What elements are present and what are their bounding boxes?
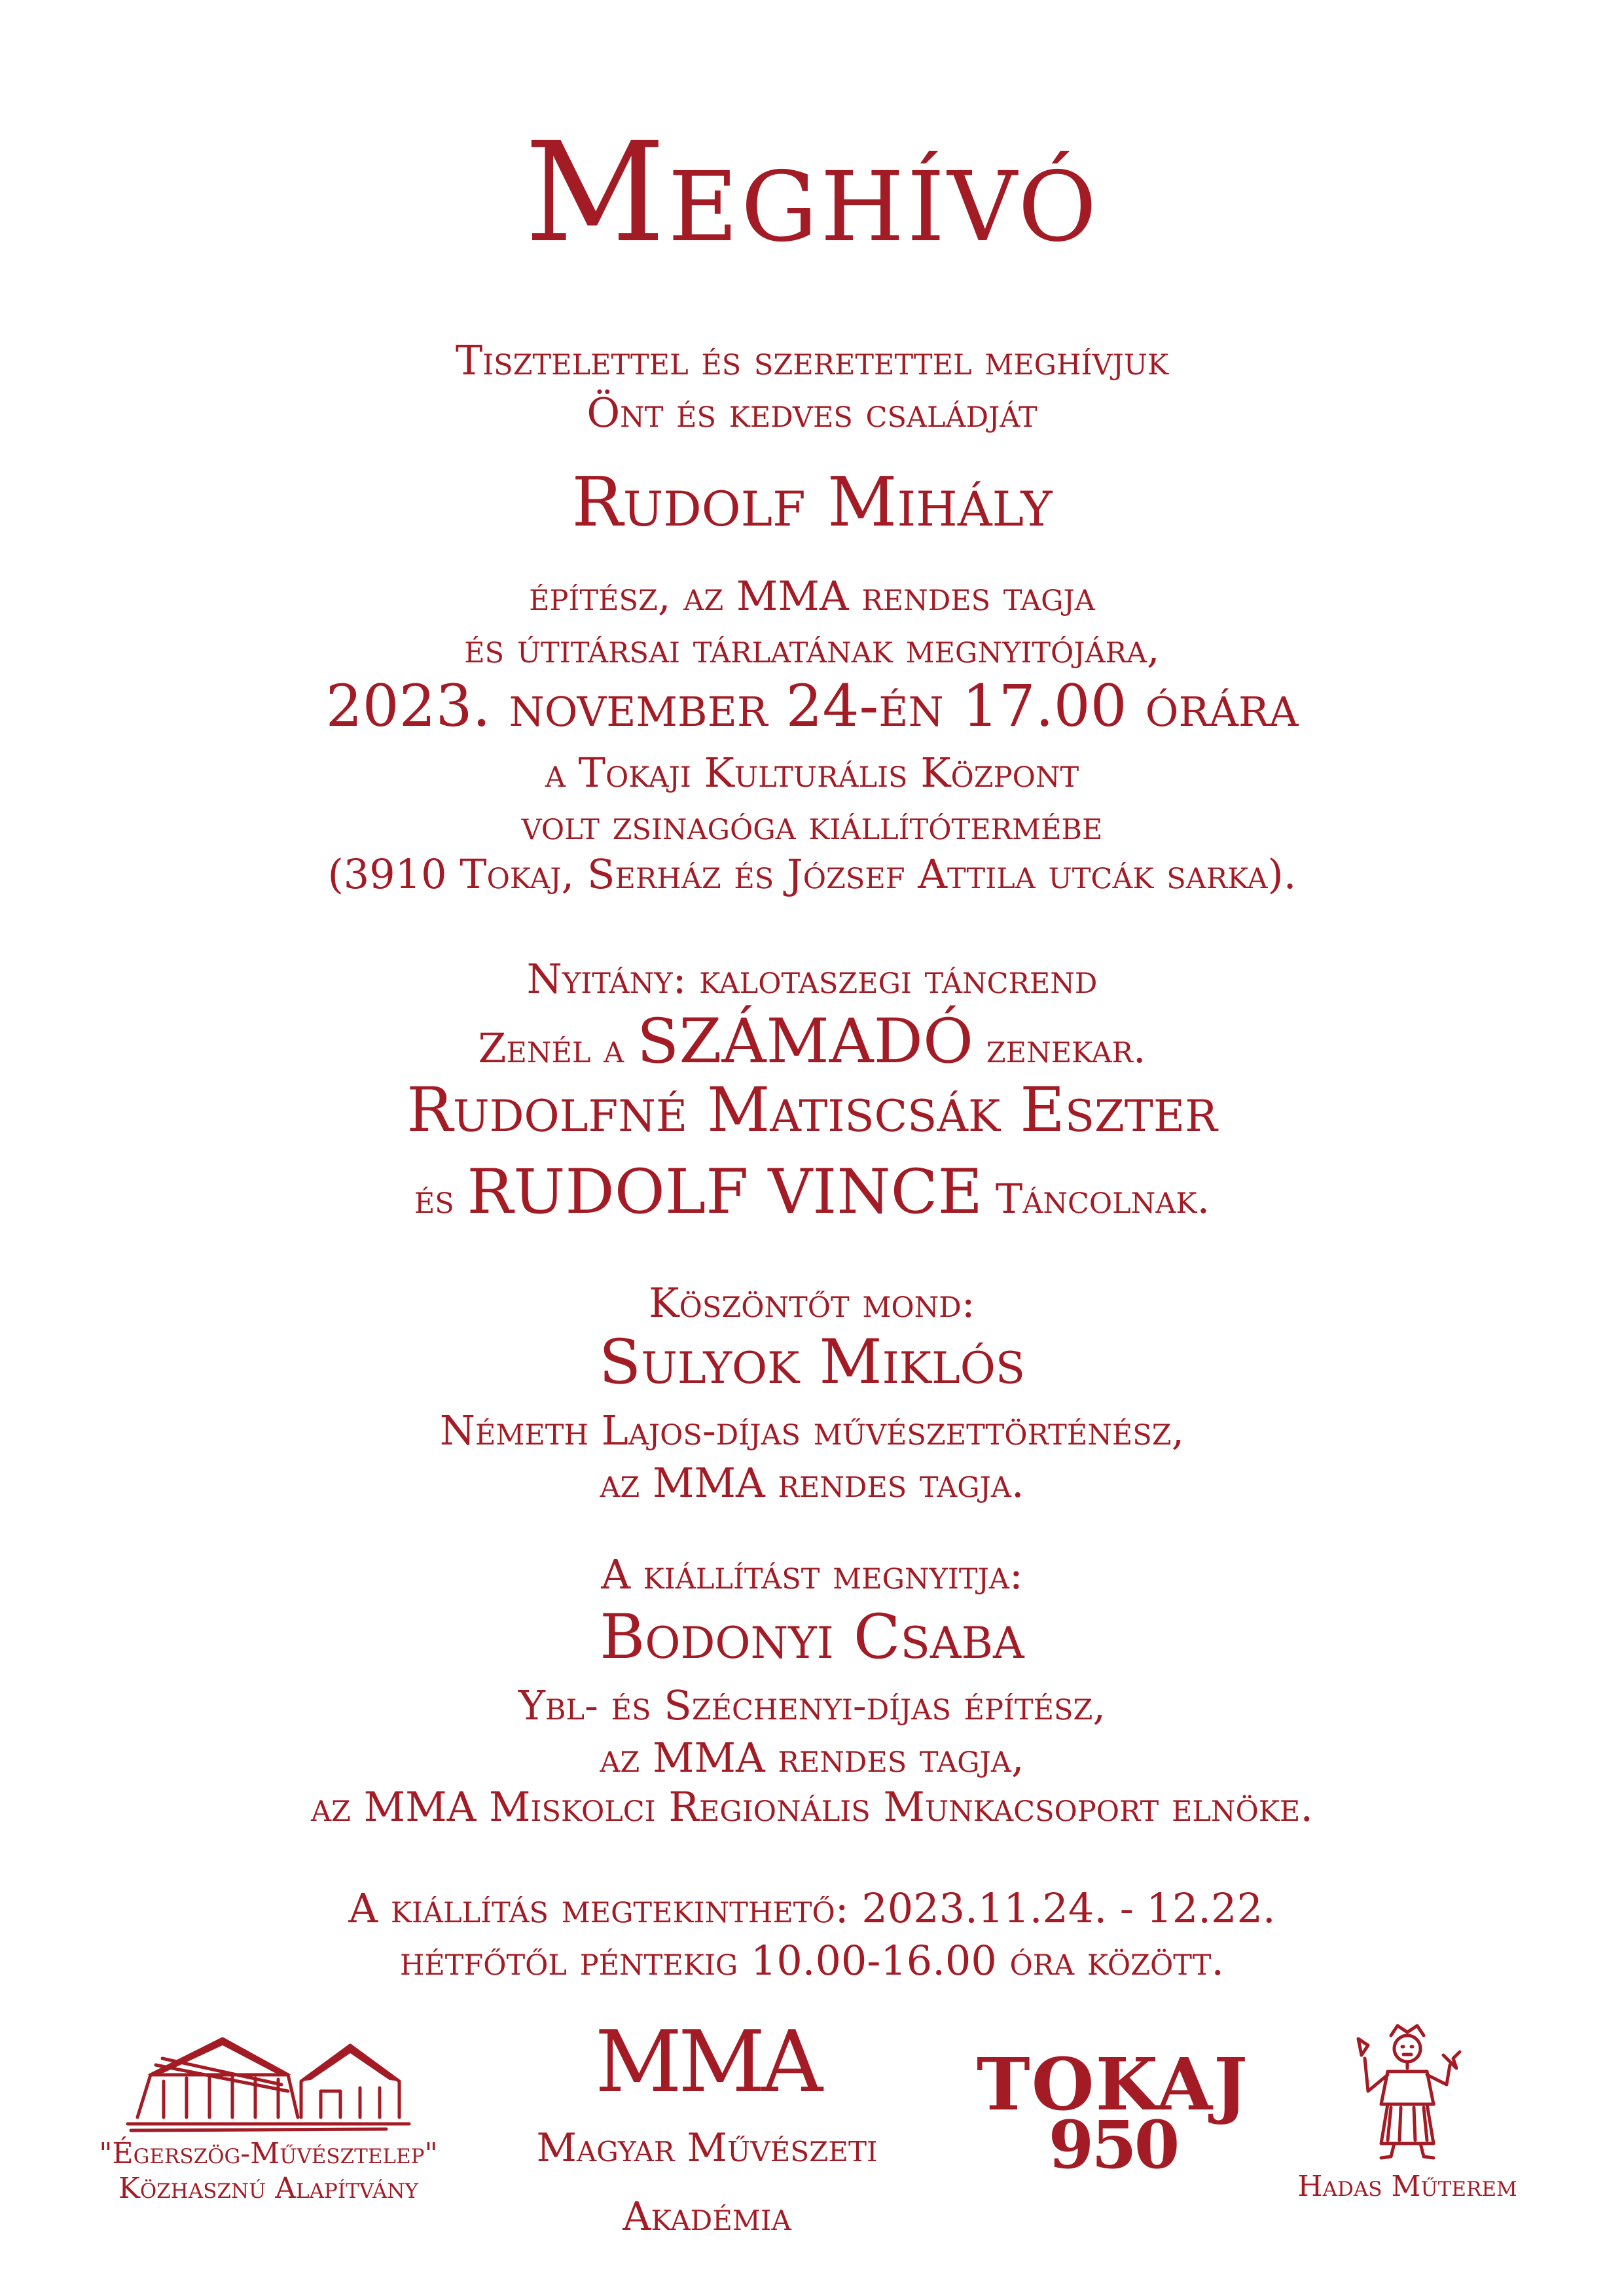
tokaj-950-logo — [975, 2042, 1250, 2183]
event-date: 2023. november 24-én 17.00 órára — [325, 672, 1299, 740]
hadas-caption: Hadas Műterem — [1297, 2170, 1517, 2203]
intro-line-2: Önt és kedves családját — [586, 389, 1038, 437]
opener-title-2: az MMA rendes tagja, — [600, 1734, 1024, 1782]
band-name: SZÁMADÓ — [636, 1006, 974, 1077]
egerszog-caption-2: Közhasznú Alapítvány — [118, 2171, 419, 2205]
egerszog-logo — [98, 2019, 439, 2206]
mma-caption-2: Akadémia — [623, 2194, 791, 2240]
intro-line-1: Tisztelettel és szeretettel meghívjuk — [455, 336, 1169, 384]
greeting-speaker-name: Sulyok Miklós — [598, 1327, 1026, 1398]
tokaj-word: TOKAJ — [976, 2042, 1250, 2126]
mma-mark: MMA — [594, 2012, 820, 2111]
music-line — [0, 1006, 1624, 1077]
tokaj-number: 950 — [1048, 2106, 1178, 2183]
music-suffix: zenekar. — [986, 1024, 1146, 1072]
opener-name: Bodonyi Csaba — [600, 1602, 1024, 1673]
viewing-hours: hétfőtől péntekig 10.00-16.00 óra között. — [399, 1937, 1225, 1984]
opener-title-1: Ybl- és Széchenyi-díjas építész, — [518, 1681, 1106, 1729]
dancer-1-name: Rudolfné Matiscsák Eszter — [406, 1075, 1218, 1146]
hadas-logo — [1283, 2019, 1532, 2204]
overture-line: Nyitány: kalotaszegi táncrend — [526, 955, 1098, 1003]
music-prefix: Zenél a — [478, 1024, 624, 1072]
mma-logo — [497, 2012, 916, 2242]
egerszog-caption-1: "Égerszög-Művésztelep" — [99, 2137, 438, 2170]
greeting-speaker-title-2: az MMA rendes tagja. — [600, 1459, 1024, 1507]
dancer-line — [0, 1157, 1624, 1228]
artist-role-2: és útitársai tárlatának megnyitójára, — [464, 624, 1160, 672]
dancer-and: és — [414, 1175, 454, 1223]
viewing-dates: A kiállítás megtekinthető: 2023.11.24. - 12.22. — [348, 1884, 1276, 1932]
artist-role-1: építész, az MMA rendes tagja — [529, 572, 1095, 620]
greeting-speaker-title-1: Németh Lajos-díjas művészettörténész, — [439, 1407, 1185, 1454]
invitation-title: Meghívó — [524, 113, 1100, 273]
dancer-2-name: RUDOLF VINCE — [467, 1157, 983, 1228]
venue-address: (3910 Tokaj, Serház és József Attila utcák sarka). — [327, 850, 1297, 898]
venue-line-2: volt zsinagóga kiállítótermébe — [521, 801, 1103, 849]
folk-figure-icon — [1342, 2019, 1473, 2163]
greeting-label: Köszöntőt mond: — [649, 1279, 975, 1327]
opener-title-3: az MMA Miskolci Regionális Munkacsoport elnöke. — [310, 1783, 1314, 1831]
dance-suffix: Táncolnak. — [995, 1175, 1210, 1223]
artist-name: Rudolf Mihály — [571, 462, 1053, 542]
opener-label: A kiállítást megnyitja: — [601, 1551, 1023, 1598]
mma-caption-1: Magyar Művészeti — [536, 2125, 878, 2171]
barn-sketch-icon — [124, 2019, 412, 2137]
venue-line-1: a Tokaji Kulturális Központ — [545, 749, 1079, 797]
